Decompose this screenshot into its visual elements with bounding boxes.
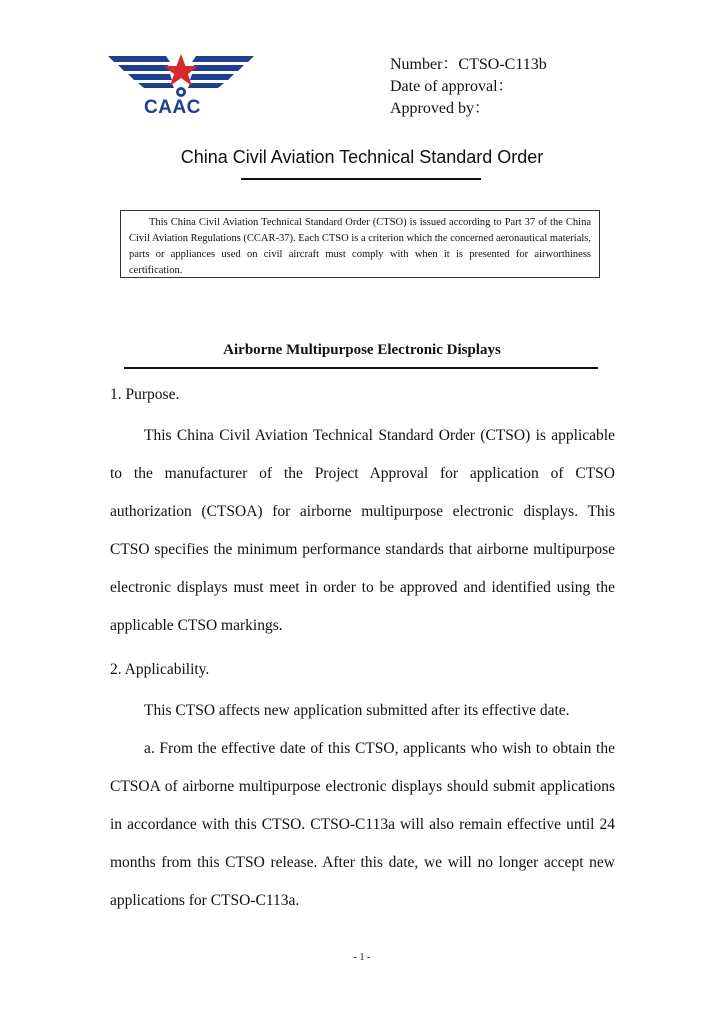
section-heading-purpose: 1. Purpose. [110, 386, 180, 403]
applicability-paragraph-2: a. From the effective date of this CTSO, applicants who wish to obtain the CTSOA of airborne multipurpose electronic displays should submit applications in accordance with this CTSO. CTSO-C113a will also remain effective until 24 months from this CTSO release. After this date, we will no longer accept new applications for CTSO-C113a. [110, 740, 615, 909]
logo-text: CAAC [144, 97, 201, 118]
approved-by: Approved by： [390, 100, 490, 117]
title-underline [241, 178, 481, 180]
caac-logo [108, 52, 254, 122]
section-heading-applicability: 2. Applicability. [110, 661, 210, 678]
applicability-paragraph-1: This CTSO affects new application submitted after its effective date. [144, 702, 570, 719]
subject-underline [124, 367, 598, 369]
page-number: - 1 - [353, 952, 371, 963]
notice-box: This China Civil Aviation Technical Standard Order (CTSO) is issued according to Part 37 of the China Civil Aviation Regulations (CCAR-37). Each CTSO is a criterion which the concerned aeronautical materials, parts or appliances used on civil aircraft must comply with when it is presented for airworthiness certification. [120, 210, 600, 278]
document-title: China Civil Aviation Technical Standard Order [180, 147, 544, 167]
subject-title: Airborne Multipurpose Electronic Displays [223, 342, 501, 358]
date-of-approval: Date of approval： [390, 78, 514, 95]
ctso-number: Number：CTSO-C113b [390, 56, 547, 73]
purpose-paragraph: This China Civil Aviation Technical Standard Order (CTSO) is applicable to the manufacturer of the Project Approval for application of CTSO authorization (CTSOA) for airborne multipurpose electronic displays. This CTSO specifies the minimum performance standards that airborne multipurpose electronic displays must meet in order to be approved and identified using the applicable CTSO markings. [110, 427, 615, 634]
winged-star-emblem-icon [108, 52, 254, 100]
